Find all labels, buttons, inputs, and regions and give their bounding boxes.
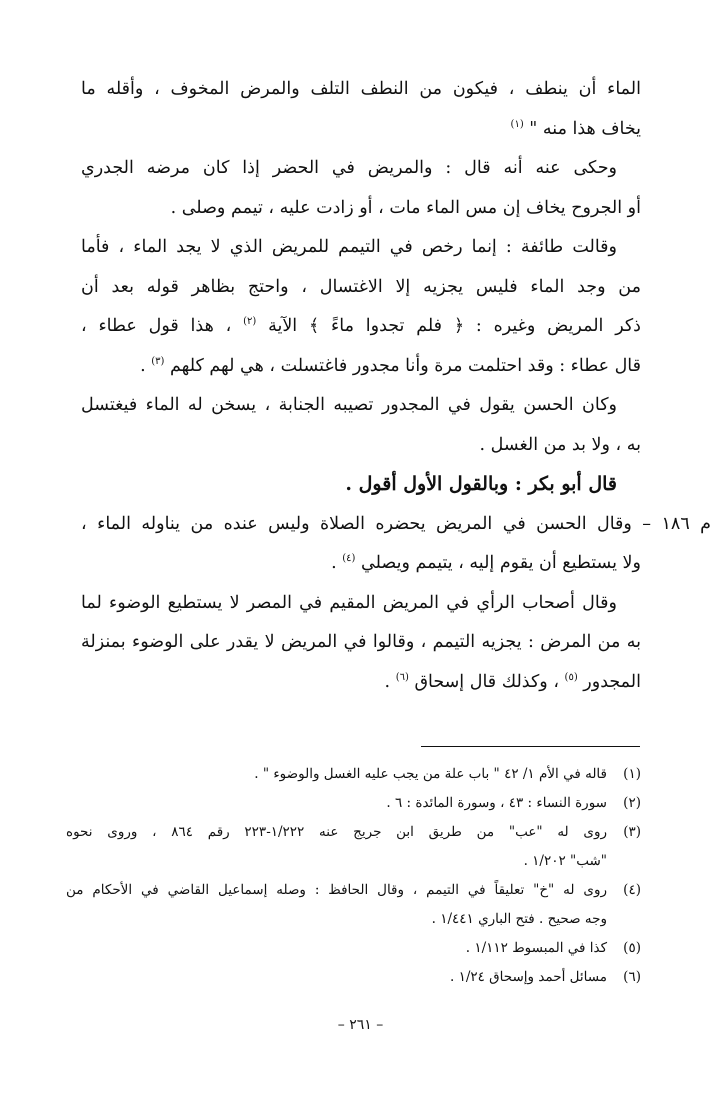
text-line: ولا يستطيع أن يقوم إليه ، يتيمم ويصلي $^{(٤)}$ . (331, 553, 641, 573)
text-line: ذكر المريض وغيره : ﴿ فلم تجدوا ماءً ﴾ الآية $^{(٢)}$ ، هذا قول عطاء ، (81, 316, 641, 336)
text-line: وكان الحسن يقول في المجدور تصيبه الجنابة ، يسخن له الماء فيغتسل (81, 395, 617, 415)
text-line: م ١٨٦ – وقال الحسن في المريض يحضره الصلاة وليس عنده من يناوله الماء ، (81, 513, 711, 534)
footnote-divider (421, 746, 640, 747)
footnote-item: (٦)مسائل أحمد وإسحاق ١/٢٤ . (449, 969, 641, 985)
text-line: الماء أن ينطف ، فيكون من النطف التلف والمرض المخوف ، وأقله ما (81, 79, 641, 99)
footnote-item: (٤)روى له "خ" تعليقاً في التيمم ، وقال الحافظ : وصله إسماعيل القاضي في الأحكام من (66, 882, 641, 898)
text-line: قال عطاء : وقد احتلمت مرة وأنا مجدور فاغتسلت ، هي لهم كلهم $^{(٣)}$ . (140, 355, 641, 376)
footnote-item: (٥)كذا في المبسوط ١/١١٢ . (465, 940, 641, 956)
footnote-item: (١)قاله في الأم ١/ ٤٢ " باب علة من يجب عليه الغسل والوضوء " . (254, 766, 641, 782)
footnote-item: (٣)روى له "عب" من طريق ابن جريج عنه ١/٢٢٢-٢٢٣ رقم ٨٦٤ ، وروى نحوه (66, 824, 642, 840)
footnote-item: (٢)سورة النساء : ٤٣ ، وسورة المائدة : ٦ . (386, 795, 641, 811)
page-number: – ٢٦١ – (337, 1017, 384, 1033)
footnote-ref: (٤) (342, 553, 356, 565)
text-line: يخاف هذا منه " $^{(١)}$ (510, 118, 641, 139)
footnote-ref: (٥) (564, 671, 578, 683)
text-line: وقالت طائفة : إنما رخص في التيمم للمريض الذي لا يجد الماء ، فأما (81, 237, 617, 257)
main-text (81, 70, 711, 702)
text-line: وحكى عنه أنه قال : والمريض في الحضر إذا كان مرضه الجدري (81, 158, 617, 178)
text-line: أو الجروح يخاف إن مس الماء مات ، أو زادت عليه ، تيمم وصلى . (170, 197, 641, 218)
text-line: المجدور $^{(٥)}$ ، وكذلك قال إسحاق $^{(٦)}$ . (384, 671, 641, 692)
text-line: من وجد الماء فليس يجزيه إلا الاغتسال ، واحتج بظاهر قوله بعد أن (81, 276, 641, 297)
footnote-continuation: "شب" ١/٢٠٢ . (523, 853, 607, 869)
footnote-ref: (٦) (395, 671, 409, 683)
footnote-continuation: وجه صحيح . فتح الباري ١/٤٤١ . (431, 911, 607, 927)
footnote-ref: (٢) (243, 316, 257, 328)
text-line: وقال أصحاب الرأي في المريض المقيم في المصر لا يستطيع الوضوء لما (81, 592, 617, 613)
text-line: به ، ولا بد من الغسل . (479, 434, 641, 455)
text-line: به من المرض : يجزيه التيمم ، وقالوا في المريض لا يقدر على الوضوء بمنزلة (81, 632, 641, 652)
footnotes (66, 760, 641, 992)
footnote-ref: (١) (510, 118, 524, 130)
section-heading: قال أبو بكر : وبالقول الأول أقول . (345, 473, 617, 495)
footnote-ref: (٣) (151, 355, 165, 367)
